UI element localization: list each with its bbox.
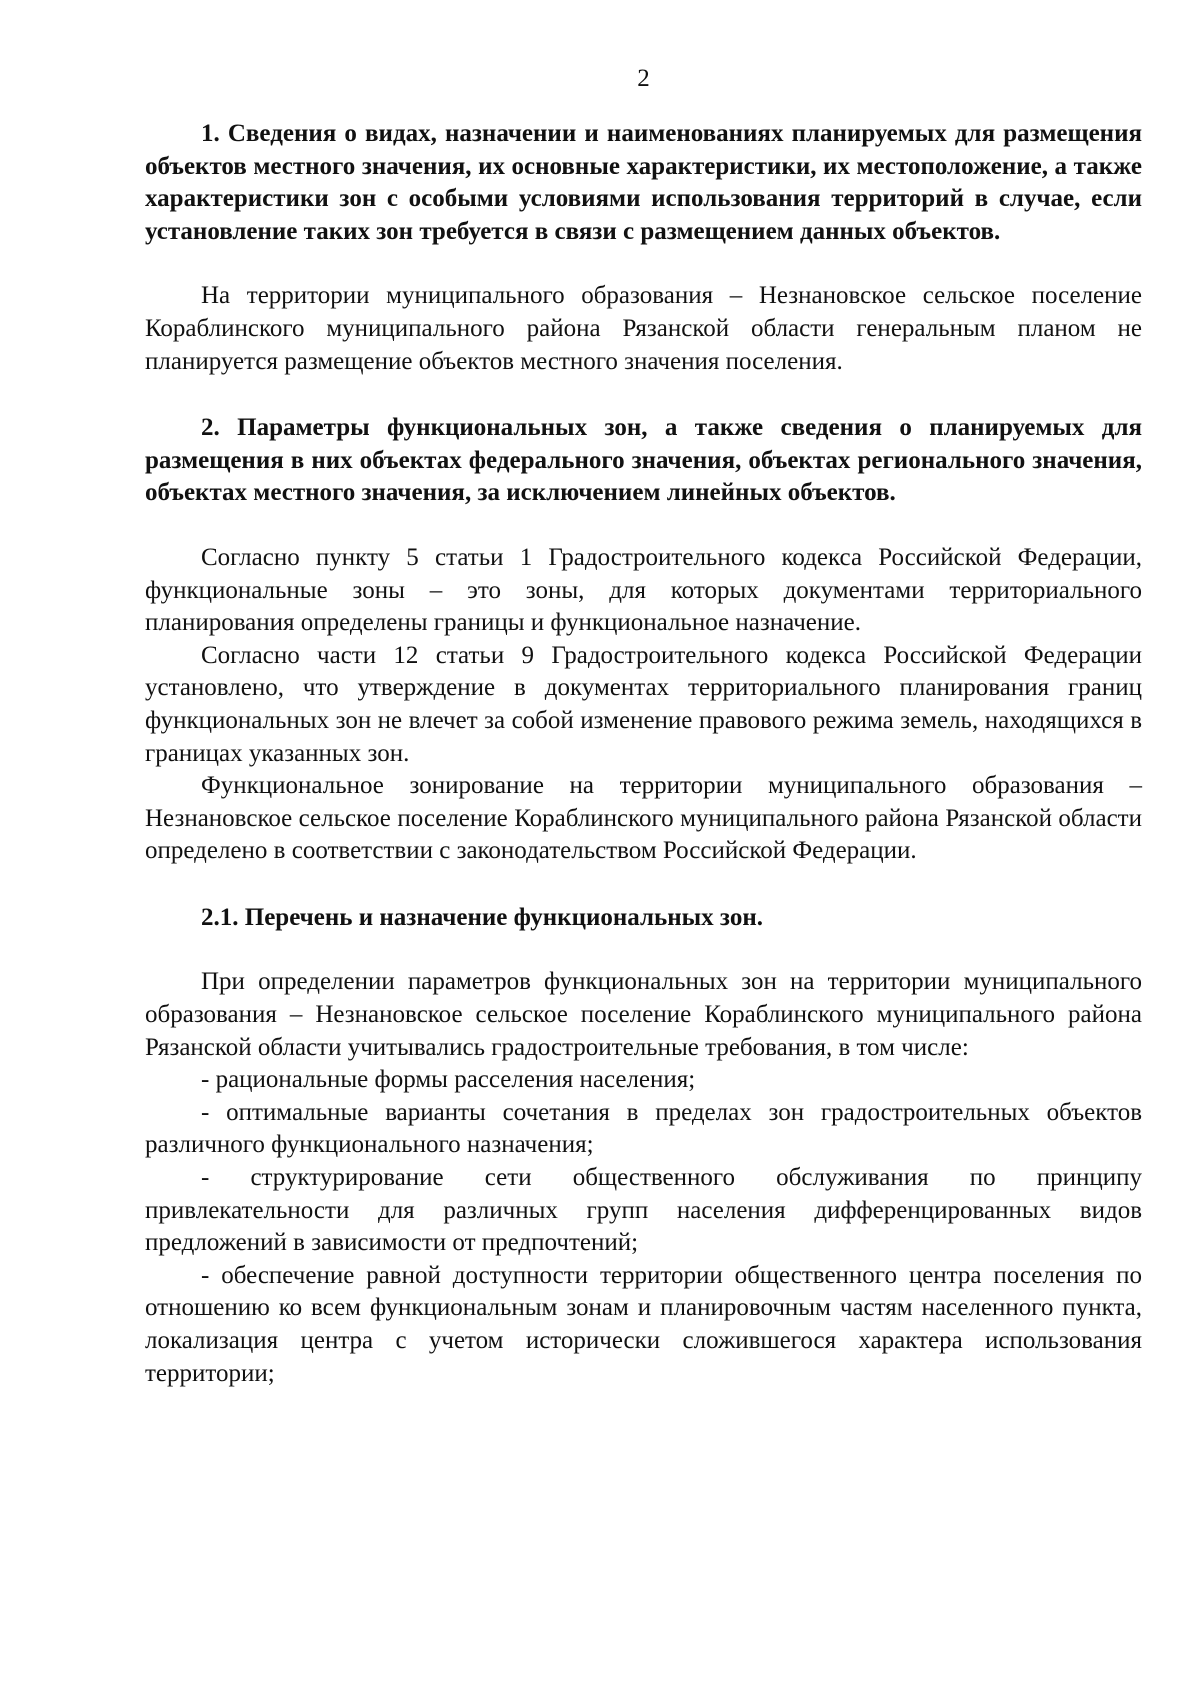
page-number: 2 — [637, 65, 650, 92]
section-1-heading: 1. Сведения о видах, назначении и наименованиях планируемых для размещения объектов местного значения, их основные характеристики, их местоположение, а также характеристики зон с особыми условиями использования территорий в случае, если установление таких зон требуется в связи с размещением данных объектов. — [145, 120, 1142, 245]
section-2-heading: 2. Параметры функциональных зон, а также сведения о планируемых для размещения в них объектах федерального значения, объектах регионального значения, объектах местного значения, за исключением линейных объектов. — [145, 414, 1142, 507]
section-2-paragraph: Функциональное зонирование на территории муниципального образования – Незнановское сельское поселение Кораблинского муниципального района Рязанской области определено в соответствии с законодательством Российской Федерации. — [145, 772, 1142, 865]
section-2-1-heading: 2.1. Перечень и назначение функциональных зон. — [201, 903, 763, 931]
list-item: - рациональные формы расселения населения; — [201, 1066, 696, 1094]
document-body — [145, 118, 1142, 1390]
list-item: - обеспечение равной доступности территории общественного центра поселения по отношению ко всем функциональным зонам и планировочным частям населенного пункта, локализация центра с учетом исторически сложившегося характера использования территории; — [145, 1261, 1142, 1387]
list-item: - оптимальные варианты сочетания в пределах зон градостроительных объектов различного функционального назначения; — [145, 1098, 1142, 1159]
section-2-paragraph: Согласно части 12 статьи 9 Градостроительного кодекса Российской Федерации установлено, что утверждение в документах территориального планирования границ функциональных зон не влечет за собой изменение правового режима земель, находящихся в границах указанных зон. — [145, 641, 1142, 767]
section-2-paragraph: Согласно пункту 5 статьи 1 Градостроительного кодекса Российской Федерации, функциональные зоны – это зоны, для которых документами территориального планирования определены границы и функциональное назначение. — [145, 543, 1142, 637]
section-1-paragraph: На территории муниципального образования – Незнановское сельское поселение Кораблинского муниципального района Рязанской области генеральным планом не планируется размещение объектов местного значения поселения. — [145, 282, 1142, 375]
section-2-1-intro: При определении параметров функциональных зон на территории муниципального образования – Незнановское сельское поселение Кораблинского муниципального района Рязанской области учитывались градостроительные требования, в том числе: — [145, 968, 1142, 1061]
list-item: - структурирование сети общественного обслуживания по принципу привлекательности для различных групп населения дифференцированных видов предложений в зависимости от предпочтений; — [145, 1164, 1142, 1257]
